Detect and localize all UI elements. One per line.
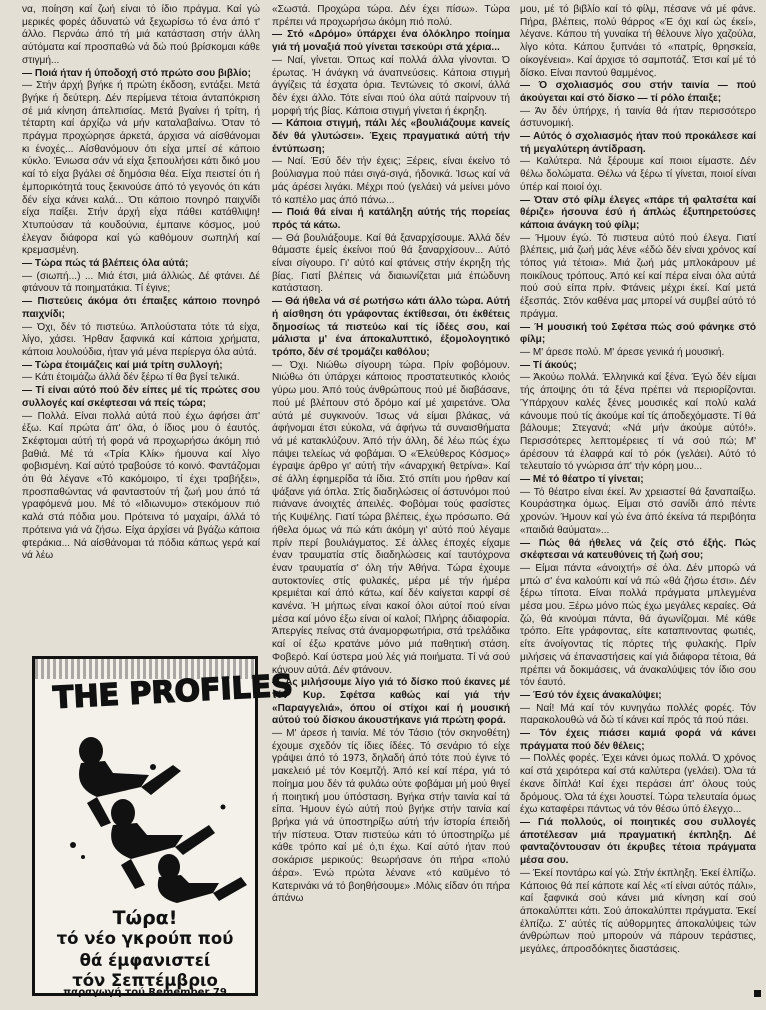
interview-answer: — Ναί, γίνεται. Όπως καί πολλά άλλα γίνονται. Ό έρωτας. Ή άνάγκη νά άναπνεύσεις. Κάποια στιγμή άγγίζεις τά έσχατα όρια. Τεντώνεις τό σκοινί, άλλά δέν έχει άλλο. Τότε είναι πού όλα αύτά παίρνουν τή μορφή τής βίας. Κάποια στιγμή γίνεται ή έκρηξη.: [272, 54, 510, 117]
interview-question: — Κάποια στιγμή, πάλι λές «βουλιάζουμε κανείς δέν θά γλυτώσει». Έχεις πραγματικά αύτή τήν έντύπωση;: [272, 118, 510, 155]
interview-answer: — Στήν άρχή βγήκε ή πρώτη έκδοση, εντάξει. Μετά βγήκε ή δεύτερη. Δέν περίμενα τέτοια άνταπόκριση σέ μιά κίνηση άπελπισίας. Μετά βγαίνει ή τρίτη, ή τέταρτη καί άρχίζω νά μήν καταλαβαίνω. Όταν τό πράγμα προχώρησε άρκετά, άρχισα νά αίσθάνομαι κι ένοχές... Αίσθανόμουν ότι είχα μπεί σέ κάποιο κύκλο. Ένιωσα σάν νά είχα ξεπουλήσει κάτι δικό μου καί τό είχα βγάλει σέ δημόσια θέα. Είχα πειστεί ότι ή έμπορικότητά τους ξεκινούσε άπό τό γεγονός ότι κάτι δέν είχα κάνει καλά... Ότι κάποιο πονηρό παιχνίδι είχα παίξει. Στήν άρχή είχα πάθει κατάθλιψη! Χτυπούσαν τά κουδούνια, έμπαινε κόσμος, μού έλεγαν διάφορα καί γώ καθόμουν σωπηλή καί κρεμασμένη.: [22, 80, 260, 257]
article-column-2: [272, 4, 510, 1004]
interview-question: — Ποιά ήταν ή ύποδοχή στό πρώτο σου βιβλίο;: [22, 67, 251, 79]
interview-question: — Τί είναι αύτό πού δέν είπες μέ τίς πρώτες σου συλλογές καί σκέφτεσαι νά πείς τώρα;: [22, 385, 260, 409]
interview-question: — Θά ήθελα νά σέ ρωτήσω κάτι άλλο τώρα. Αύτή ή αίσθηση ότι γράφοντας έκτίθεσαι, ότι έκθέτεις δημοσίως τά πιστεύω καί τίς ίδέες σου, καί μάλιστα μ' ένα άποκαλυπτικό, έξομολογητικό τρόπο, δέν σέ τρομάζει καθόλου;: [272, 296, 510, 358]
interview-answer: — Είμαι πάντα «άνοιχτή» σέ όλα. Δέν μπορώ νά μπώ σ' ένα καλούπι καί νά πώ «θά ζήσω έτσι». Δέν ξέρω τίποτα. Είναι πολλά πράγματα μπλεγμένα μέσα μου. Ξέρω μόνο πώς έχω μεγάλες κεραίες. Θά ζώ, θά κινούμαι πάντα, θά άγωνίζομαι. Μέ κάθε τρόπο. Είτε γράφοντας, είτε καταπινοντας φωτιές, είτε άνοίγοντας τίς πόρτες τής φυλακής. Πρίν μιλήσεις νά έπαναστήσεις καί γιά διάφορα τέτοια, θά πρέπει νά δοκιμάσεις, νά άνακαλύψεις τόν ίδιο σου τόν έαυτό.: [520, 562, 756, 689]
interview-answer: — Ναί! Μά καί τόν κυνηγάω πολλές φορές. Τόν παρακολουθώ νά δώ τί κάνει καί πρός τά πού πάει.: [520, 702, 756, 727]
interview-answer: — Άν δέν ύπήρχε, ή ταινία θά ήταν περισσότερο άστυνομική.: [520, 105, 756, 130]
interview-answer: — Ναί. Έσύ δέν τήν έχεις; Ξέρεις, είναι έκείνο τό βούλιαγμα πού πάει σιγά-σιγά, ήδονικά. Ίσως καί νά μάς άρέσει λιγάκι. Μέχρι πού (γελάει) νά μείνει μόνο τό καπέλο μας άπό πάνω...: [272, 156, 510, 206]
interview-question: — Πώς θά ήθελες νά ζείς στό έξής. Πώς σκέφτεσαι νά κατευθύνεις τή ζωή σου;: [520, 537, 756, 562]
article-end-mark: [754, 990, 761, 997]
ad-production-credit: παραγωγή τού Remember 79: [63, 987, 227, 998]
interview-answer: — (σιωπή...) ... Μιά έτσι, μιά άλλιώς. Δέ φτάνει. Δέ φτάνουν τά ποιηματάκια. Τί έγινε;: [22, 270, 260, 295]
interview-question: — Τόν έχεις πιάσει καμιά φορά νά κάνει πράγματα πού δέν θέλεις;: [520, 728, 756, 752]
band-advertisement: [32, 656, 294, 998]
interview-answer: «Σωστά. Προχώρα τώρα. Δέν έχει πίσω». Τώρα πρέπει νά προχωρήσω άκόμη πιό πολύ.: [272, 4, 510, 28]
article-column-3: [520, 4, 756, 1004]
interview-answer: — Θά βουλιάξουμε. Καί θά ξαναρχίσουμε. Άλλά δέν θάμαστε έμείς έκείνοι πού θά ξαναρχίσουν... Αύτό είναι σίγουρο. Γι' αύτό καί φτάνεις στήν έκρηξη τής βίας. Γιατί βλέπεις νά διαιωνίζεται μιά έπώδυνη κατάσταση.: [272, 232, 510, 295]
svg-text:THE PROFILES: THE PROFILES: [52, 668, 294, 716]
interview-answer: — Τό θέατρο είναι έκεί. Άν χρειαστεί θά ξαναπαίξω. Κουράστηκα όμως. Είμαι στό σανίδι άπό πέντε χρονών. Ήμουν καί γώ ένα άπό έκείνα τά περιβόητα «παιδιά θαύματα»...: [520, 486, 756, 536]
interview-answer: — Έκεί ποντάρω καί γώ. Στήν έκπληξη. Έκεί έλπίζω. Κάποιος θά πεί κάποτε καί λές «τί είναι αύτός πάλι», καί ξαφνικά σού κάνει μιά κίνηση καί σού άποκαλύπτει κάτι. Σού άποκαλύπτει πράγματα. Έκεί έλπίζω. Σ' αύτές τίς αύθορμητες άποκαλύψεις τών άνθρώπων πού μπορούν νά πάρουν τεράστιες, μεγάλες, άπροσδόκητες διαστάσεις.: [520, 867, 756, 956]
interview-question: — Ποιά θά είναι ή κατάληξη αύτής τής πορείας πρός τά κάτω.: [272, 207, 510, 231]
interview-question: — Γιά πολλούς, οί ποιητικές σου συλλογές άποτέλεσαν μιά πραγματική έκπληξη. Δέ φανταζόντουσαν ότι έκρυβες τέτοια πράγματα μέσα σου.: [520, 817, 756, 867]
interview-question: — Άς μιλήσουμε λίγο γιά τό δίσκο πού έκανες μέ τόν Κυρ. Σφέτσα καθώς καί γιά τήν «Παραγγελιά», όπου οί στίχοι καί ή μουσική αύτού τού δίσκου άκουστήκανε γιά πρώτη φορά.: [272, 677, 510, 727]
ad-text-line: θά έμφανιστεί: [79, 951, 211, 970]
interview-question: — Όταν στό φίλμ έλεγες «πάρε τή φαλτσέτα καί θέριζε» ήσουνα έσύ ή άπλώς έξυπηρετούσες κάποια άνάγκη τού φίλμ;: [520, 194, 756, 231]
interview-question: — Τώρα πώς τά βλέπεις όλα αύτά;: [22, 258, 189, 270]
ad-text-line: τόν Σεπτέμβριο: [72, 971, 218, 990]
interview-answer: — Πολλές φορές. Έχει κάνει όμως πολλά. Ό χρόνος καί στά χειρότερα καί στά καλύτερα (γελάει). Όλα τά έκανε δίπλά! Καί έχει περάσει άπ' όλους τούς δρόμους. Όλα τά έχει λουστεί. Τώρα τελευταία όμως έχω καταφέρει πάντως νά τόν θέσω ύπό έλεγχο...: [520, 753, 756, 816]
interview-question: — Μέ τό θέατρο τί γίνεται;: [520, 474, 644, 486]
ad-text-line: τό νέο γκρούπ πού: [56, 929, 234, 948]
interview-answer: — Κάτι έτοιμάζω άλλά δέν ξέρω τί θα βγεί τελικά.: [22, 372, 240, 384]
interview-answer: — Καλύτερα. Νά ξέρουμε καί ποιοι είμαστε. Δέν θέλω δολώματα. Θέλω νά ξέρω τί γίνεται, ποιοί είναι ύπέρ καί ποιοί όχι.: [520, 156, 756, 193]
interview-answer: μου, μέ τό βιβλίο καί τό φίλμ, πέσανε νά μέ φάνε. Πήρα, βλέπεις, πολύ θάρρος «Έ όχι καί ώς έκεί», λέγανε. Κάπου τή γυναίκα τή θέλουνε λίγο χαζούλα, λίγο κότα. Κάπου ξυπνάει τό «πατρίς, θρησκεία, οίκογένεια». Καί άρχισε τό σαμποτάζ. Έτσι καί μέ τό δίσκο. Είναι παντού θαμμένος.: [520, 4, 756, 79]
interview-answer: — Μ' άρεσε πολύ. Μ' άρεσε γενικά ή μουσική.: [520, 346, 725, 358]
interview-question: — Έσύ τόν έχεις άνακαλύψει;: [520, 689, 662, 701]
interview-answer: — Ήμουν έγώ. Τό πιστευα αύτό πού έλεγα. Γιατί βλέπεις, μιά ζωή μάς λένε «έδώ δέν είναι χρόνος καί τόπος γιά τέτοια». Μιά ζωή μάς μπλοκάρουν μέ ποικίλους τρόπους. Άπό κεί καί πέρα είναι όλα αύτά πού σού είπα πρίν. Φτάνεις μέχρι έκεί. Καί μετά έξεσπάς. Στόν καθένα μας μπορεί νά συμβεί αύτό τό πράγμα.: [520, 232, 756, 320]
band-logo: [49, 667, 294, 719]
interview-answer: — Άκούω πολλά. Έλληνικά καί ξένα. Έγώ δέν είμαι τής άποψης ότι τά ξένα πρέπει νά περιορίζονται. Ύπάρχουν καλές ξένες μουσικές καί πολύ καλά κάνουμε πού τίς άκούμε καί τίς άποδεχόμαστε. Τί θά βάλουμε; Στεγανά; «Νά μήν άκούμε αύτό!». Περισσότερες λεπτομέρειες τί νά σού πώ; Μ' άρέσουν τά έλαφρά καί τό ρόκ (γελάει). Αύτό τό τελευταίο τό γνώρισα άπ' τήν κόρη μου...: [520, 372, 756, 473]
interview-question: — Αύτός ό σχολιασμός ήταν πού προκάλεσε καί τή μεγαλύτερη άντίδραση.: [520, 131, 756, 155]
interview-question: — Στό «Δρόμο» ύπάρχει ένα όλόκληρο ποίημα γιά τή μοναξιά πού γίνεται τσεκούρι στά χέρια...: [272, 29, 510, 54]
interview-question: — Ή μουσική τού Σφέτσα πώς σού φάνηκε στό φίλμ;: [520, 321, 756, 346]
interview-question: — Πιστεύεις άκόμα ότι έπαιξες κάποιο πονηρό παιχνίδι;: [22, 296, 260, 320]
falling-figures-illustration: [53, 727, 249, 905]
interview-answer: — Όχι. Νιώθω σίγουρη τώρα. Πρίν φοβόμουν. Νιώθω ότι ύπάρχει κάποιος προστατευτικός κλοιός γύρω μου. Άπό τούς άνθρώπους πού μέ διαβάσανε, πού μέ βλέπουν στό δρόμο καί μέ χαιρετάνε. Όλα αύτά μέ συγκινούν. Ίσως νά είμαι βλάκας, νά άφήνομαι έτσι εύκολα, νά άφήνω τά συναισθήματα νά μέ κατακλύζουν. Άπό τήν άλλη, δέ λέω πώς έχω πάψει τελείως νά φοβάμαι. Ό «Έλεύθερος Κόσμος» έγραψε άρθρο γι' αύτή τήν «άναρχική θετρίνα». Καί σέ άλλη έφημερίδα τά ίδια. Στό σπίτι μου ήρθαν καί ψάξανε γιά όπλα. Στίς διαδηλώσεις οί άστυνόμοι πού πιάνανε άνοιχτές άπειλές. Φοβόμαι τούς φασίστες τής Κυψέλης. Γιατί τώρα βλέπεις, έχω πρόσωπο. Θά ήθελα όμως νά πώ κάτι άκόμη γι' αύτό πού λέγαμε πρίν περί βουλιάγματος. Σέ άλλες έποχές είχαμε έναν τραυματία στίς διαδηλώσεις καί ταυτόχρονα έναν τραυματία σ' όλη τήν Άθήνα. Τώρα έχουμε αυτοκτονίες στίς φυλακές, μέρα μέ τήν ήμέρα κρεμιέται καί άπό κάτω, καί δέν καίγεται καρφί σέ κανένα. Ή μήπως είναι κακοί όλοι αύτοί πού είναι μέσα καί μόνο έξω είναι οί καλοί; Πλήρης άδιαφορία. Άπεργίες πείνας στά άναμορφωτήρια, στά τρελάδικα καί οί έξω κρατάνε μόνο μιά παθητική στάση. Φοβερό. Καί ύστερα μού λές γιά ποιήματα. Τί νά σού κάνουν αύτά. Δέν φτάνουν.: [272, 359, 510, 676]
interview-answer: — Πολλά. Είναι πολλά αύτά πού έχω άφήσει άπ' έξω. Καί πρώτα άπ' όλα, ό ίδιος μου ό έαυτός. Σκέφτομαι αύτή τή φορά νά προχωρήσω άκόμη πιό βαθιά. Μέ τά «Τρία Κλίκ» ήμουνα καί λίγο φοβισμένη. Καί αύτό τραβούσε τό κοινό. Φαντάζομαι ότι θά λέγανε «Τό κακόμοιρο, τί έχει τραβήξει», προσπαθώντας νά φανταστούν τή ζωή μου άπό τά γραφόμενά μου. Μέ τό «Ιδιωνυμο» στεκόμουν πιό καλά στά πόδια μου. Πρότεινα τό μαχαίρι, άλλά τό πρότεινα γιά νά ζήσω. Είχα άρχίσει νά βγάζω κάποια φτεράκια... Νά αίσθάνομαι τά πόδια κάπως γερά καί νά λέω: [22, 410, 260, 562]
interview-question: — Ό σχολιασμός σου στήν ταινία — πού άκούγεται καί στό δίσκο — τί ρόλο έπαιξε;: [520, 80, 756, 104]
interview-question: — Τώρα έτοιμάζεις καί μιά τρίτη συλλογή;: [22, 359, 223, 371]
interview-question: — Τί άκούς;: [520, 359, 577, 371]
interview-answer: να, ποίηση καί ζωή είναι τό ίδιο πράγμα. Καί γώ μερικές φορές άδυνατώ νά ξεχωρίσω τό ένα άπό τ' άλλο. Περνάω άπό τή μιά κατάσταση στήν άλλη αύτόματα καί προσπαθώ νά δώ πού βρίσκομαι κάθε στιγμή...: [22, 4, 260, 66]
interview-answer: — Όχι, δέν τό πιστεύω. Άπλούστατα τότε τά είχα, λίγο, χάσει. Ήρθαν ξαφνικά καί κάποια χρήματα, κάποια λουλούδια, ήταν γιά μένα περίεργα όλα αύτά.: [22, 321, 260, 358]
interview-answer: — Μ' άρεσε ή ταινία. Μέ τόν Τάσιο (τόν σκηνοθέτη) έχουμε σχεδόν τίς ίδιες ίδέες. Τό σενάριο τό είχε γράψει άπό τό 1973, δηλαδή άπό τότε πού έγινε τό μακελειό μέ τόν Κοεμτζή. Άπό κεί καί πέρα, γιά τό ποίημα μου δέν τά φυλάω ούτε φοβάμαι μή μού θιγεί ή ποιητική μου ύπόσταση. Βγήκα στήν ταινία καί τά είπα. Ήμουν έγώ αύτή πού βγήκε στήν ταινία καί βρήκα γιά νά ύποστηρίξω αύτή τήν ίστορία έπειδή τήν πίστευα. Όταν πιστεύω κάτι τό ύποστηρίζω μέ κάθε τρόπο καί μέ ό,τι έχω. Καί αύτό ήταν πού σοκάρισε μερικούς: θεωρήσανε ότι πήρα «πολύ άέρα». Ένώ πρώτα λένανε «τό καϋμένο τό Κατερινάκι νά τό βοηθήσουμε» .Μόλις είδαν ότι πήρα άπάνω: [272, 728, 510, 905]
ad-headline: Τώρα!: [112, 907, 178, 929]
